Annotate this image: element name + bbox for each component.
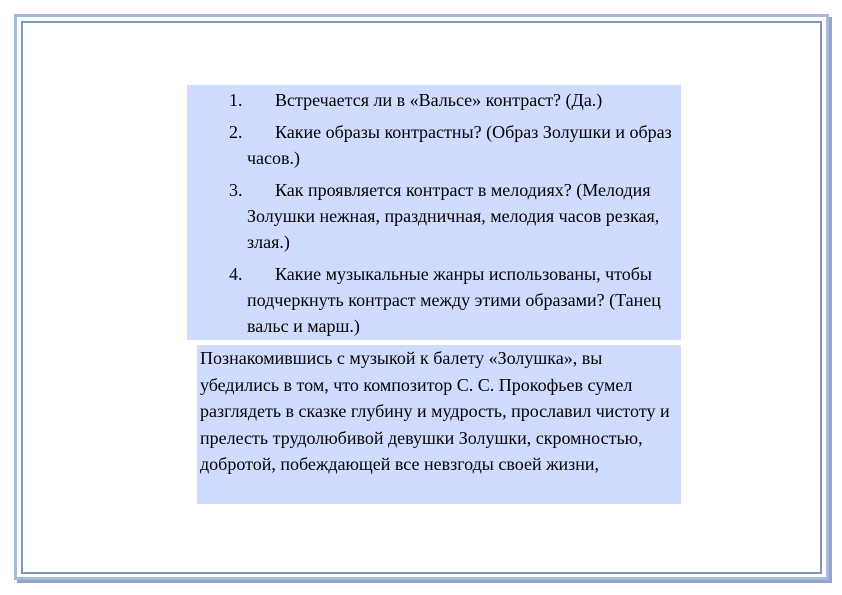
- question-number: 1.: [229, 90, 243, 110]
- question-number: 4.: [229, 264, 243, 284]
- question-text: Какие музыкальные жанры использованы, чтобы подчеркнуть контраст между этими образами? (Танец вальс и марш.): [247, 264, 661, 336]
- frame-shadow-right: [829, 17, 832, 583]
- question-number: 3.: [229, 180, 243, 200]
- summary-paragraph: Познакомившись с музыкой к балету «Золушка», вы убедились в том, что композитор С. С. Прокофьев сумел разглядеть в сказке глубину и мудрость, прославил чистоту и прелесть трудолюбивой девушки Золушки, скромностью, добротой, побеждающей все невзгоды своей жизни,: [197, 345, 681, 504]
- question-item: [227, 87, 681, 113]
- question-number: 2.: [229, 122, 243, 142]
- question-text: Как проявляется контраст в мелодиях? (Мелодия Золушки нежная, праздничная, мелодия часов резкая, злая.): [247, 180, 660, 252]
- question-item: [227, 177, 681, 255]
- question-item: [227, 119, 681, 171]
- question-text: Какие образы контрастны? (Образ Золушки и образ часов.): [247, 122, 672, 168]
- frame-shadow-bottom: [17, 580, 832, 583]
- question-text: Встречается ли в «Вальсе» контраст? (Да.): [275, 90, 603, 110]
- question-item: [227, 261, 681, 339]
- question-list: [187, 85, 681, 340]
